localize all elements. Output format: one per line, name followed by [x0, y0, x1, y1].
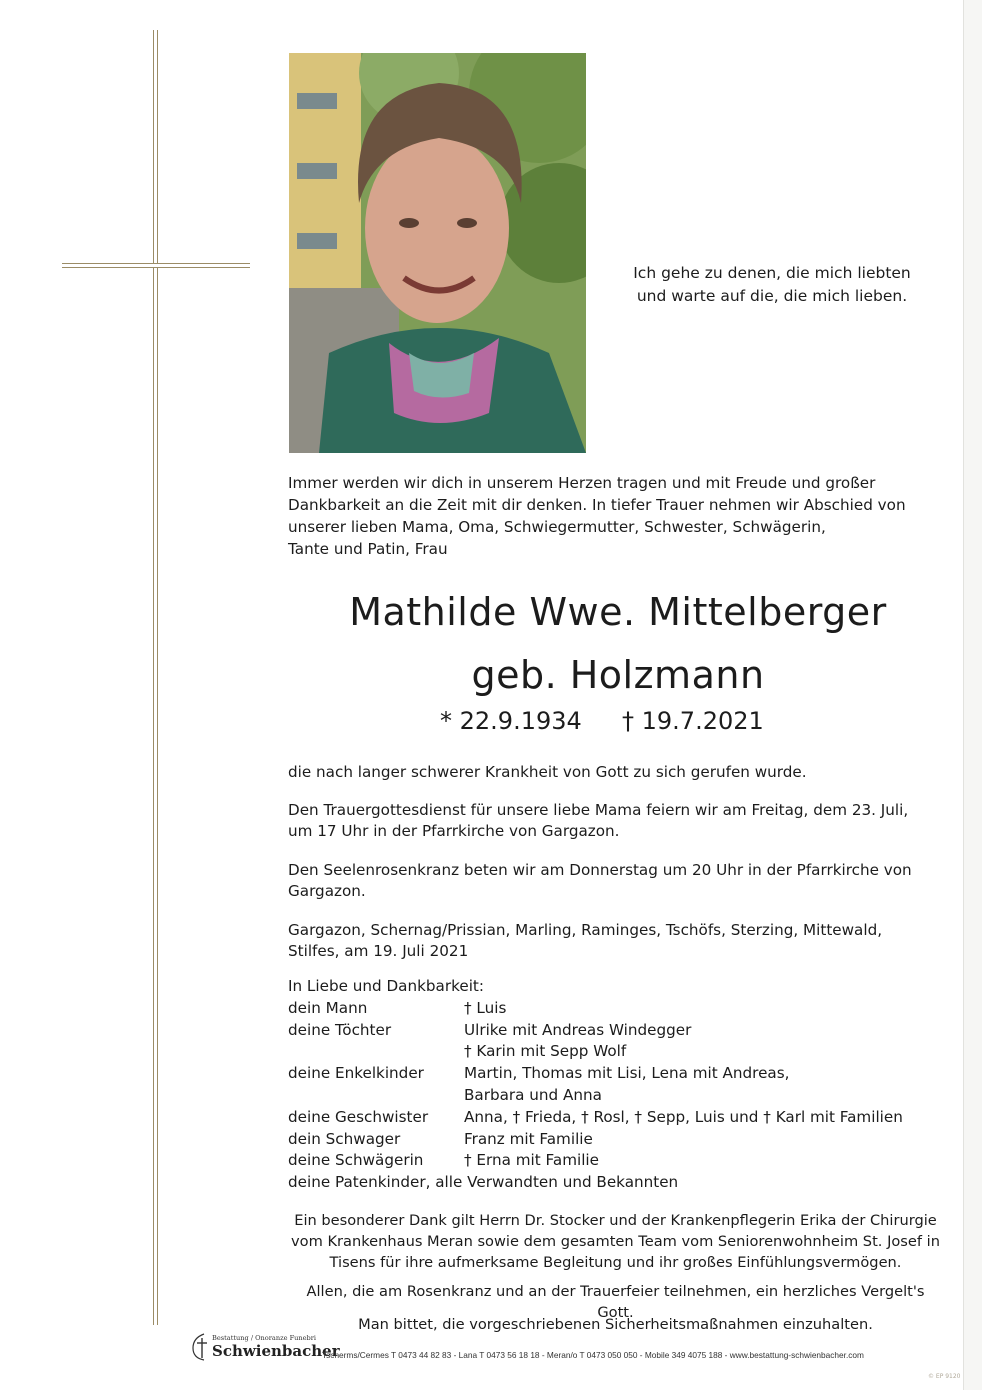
cross-horizontal-bar: [62, 263, 250, 268]
funeral-service-text: [288, 800, 943, 842]
quote-line: und warte auf die, die mich lieben.: [636, 287, 908, 305]
family-names: Martin, Thomas mit Lisi, Lena mit Andreas,: [464, 1064, 790, 1083]
quote-line: Ich gehe zu denen, die mich liebten: [633, 264, 911, 282]
family-row: [288, 998, 948, 1020]
quote: [612, 262, 932, 308]
family-names: Franz mit Familie: [464, 1129, 593, 1148]
family-names: Ulrike mit Andreas Windegger: [464, 1020, 692, 1039]
death-date: † 19.7.2021: [622, 707, 764, 735]
family-relation: deine Enkelkinder: [288, 1064, 424, 1083]
funeral-home-footer: [190, 1330, 950, 1370]
family-row: [288, 1085, 948, 1107]
family-heading: In Liebe und Dankbarkeit:: [288, 977, 484, 995]
place-line: Stilfes, am 19. Juli 2021: [288, 942, 469, 960]
special-thanks: [288, 1210, 943, 1273]
family-names: Anna, † Frieda, † Rosl, † Sepp, Luis und † Karl mit Familien: [464, 1107, 903, 1126]
family-relation: deine Schwägerin: [288, 1151, 424, 1170]
family-relation: dein Schwager: [288, 1129, 401, 1148]
family-row: [288, 1063, 948, 1085]
service-line: Den Trauergottesdienst für unsere liebe Mama feiern wir am Freitag, dem 23. Juli,: [288, 801, 909, 819]
funeral-home-cross-icon: [190, 1332, 212, 1362]
rosary-text: [288, 860, 943, 902]
family-row: [288, 1150, 948, 1172]
family-closing: deine Patenkinder, alle Verwandten und Bekannten: [288, 1173, 679, 1192]
intro-line: unserer lieben Mama, Oma, Schwiegermutter, Schwester, Schwägerin,: [288, 518, 826, 536]
intro-line: Tante und Patin, Frau: [288, 540, 448, 558]
family-names: † Luis: [464, 998, 507, 1017]
cross-vertical-bar: [153, 30, 158, 1325]
family-names: † Karin mit Sepp Wolf: [464, 1042, 627, 1061]
family-relation: deine Geschwister: [288, 1107, 429, 1126]
thanks-line: Ein besonderer Dank gilt Herrn Dr. Stocker und der Krankenpflegerin Erika der Chirurgie: [294, 1212, 937, 1229]
rosary-line: Den Seelenrosenkranz beten wir am Donnerstag um 20 Uhr in der Pfarrkirche von: [288, 861, 912, 879]
place-date-text: [288, 920, 943, 962]
safety-notice: Man bittet, die vorgeschriebenen Sicherheitsmaßnahmen einzuhalten.: [358, 1316, 873, 1333]
family-names: † Erna mit Familie: [464, 1151, 599, 1170]
intro-line: Dankbarkeit an die Zeit mit dir denken. In tiefer Trauer nehmen wir Abschied von: [288, 496, 906, 514]
page-edge: [963, 0, 982, 1390]
portrait-photo: [289, 53, 586, 453]
service-line: um 17 Uhr in der Pfarrkirche von Gargazon.: [288, 822, 620, 840]
print-code: © EP 9120: [928, 1373, 961, 1380]
birth-date: * 22.9.1934: [440, 707, 582, 735]
funeral-home-subtitle: Bestattung / Onoranze Funebri: [212, 1334, 317, 1342]
family-list: [288, 976, 948, 1194]
portrait-illustration: [289, 53, 586, 453]
family-row: [288, 1107, 948, 1129]
family-relation: deine Töchter: [288, 1020, 392, 1039]
intro-line: Immer werden wir dich in unserem Herzen tragen und mit Freude und großer: [288, 474, 876, 492]
deceased-name: Mathilde Wwe. Mittelberger: [349, 590, 887, 634]
deceased-born-name: geb. Holzmann: [471, 653, 765, 697]
family-names: Barbara und Anna: [464, 1085, 602, 1104]
family-row: [288, 1020, 948, 1042]
thanks-line: vom Krankenhaus Meran sowie dem gesamten Team vom Seniorenwohnheim St. Josef in: [291, 1233, 940, 1250]
place-line: Gargazon, Schernag/Prissian, Marling, Raminges, Tschöfs, Sterzing, Mittewald,: [288, 921, 883, 939]
rosary-thanks: Allen, die am Rosenkranz und an der Trauerfeier teilnehmen, ein herzliches Vergelt's Gott.: [306, 1283, 925, 1321]
thanks-line: Tisens für ihre aufmerksame Begleitung und ihr großes Einfühlungsvermögen.: [329, 1254, 902, 1271]
called-by-god-text: die nach langer schwerer Krankheit von Gott zu sich gerufen wurde.: [288, 763, 807, 781]
family-relation: dein Mann: [288, 998, 368, 1017]
family-row: [288, 1041, 948, 1063]
rosary-line: Gargazon.: [288, 882, 366, 900]
family-row: [288, 1129, 948, 1151]
funeral-home-contact: Tscherms/Cermes T 0473 44 82 83 - Lana T 0473 56 18 18 - Meran/o T 0473 050 050 - Mobile 349 4075 188 - www.bestattung-schwienbacher.com: [322, 1350, 864, 1360]
intro-text: [288, 472, 938, 560]
funeral-home-name: Schwienbacher: [212, 1342, 340, 1360]
